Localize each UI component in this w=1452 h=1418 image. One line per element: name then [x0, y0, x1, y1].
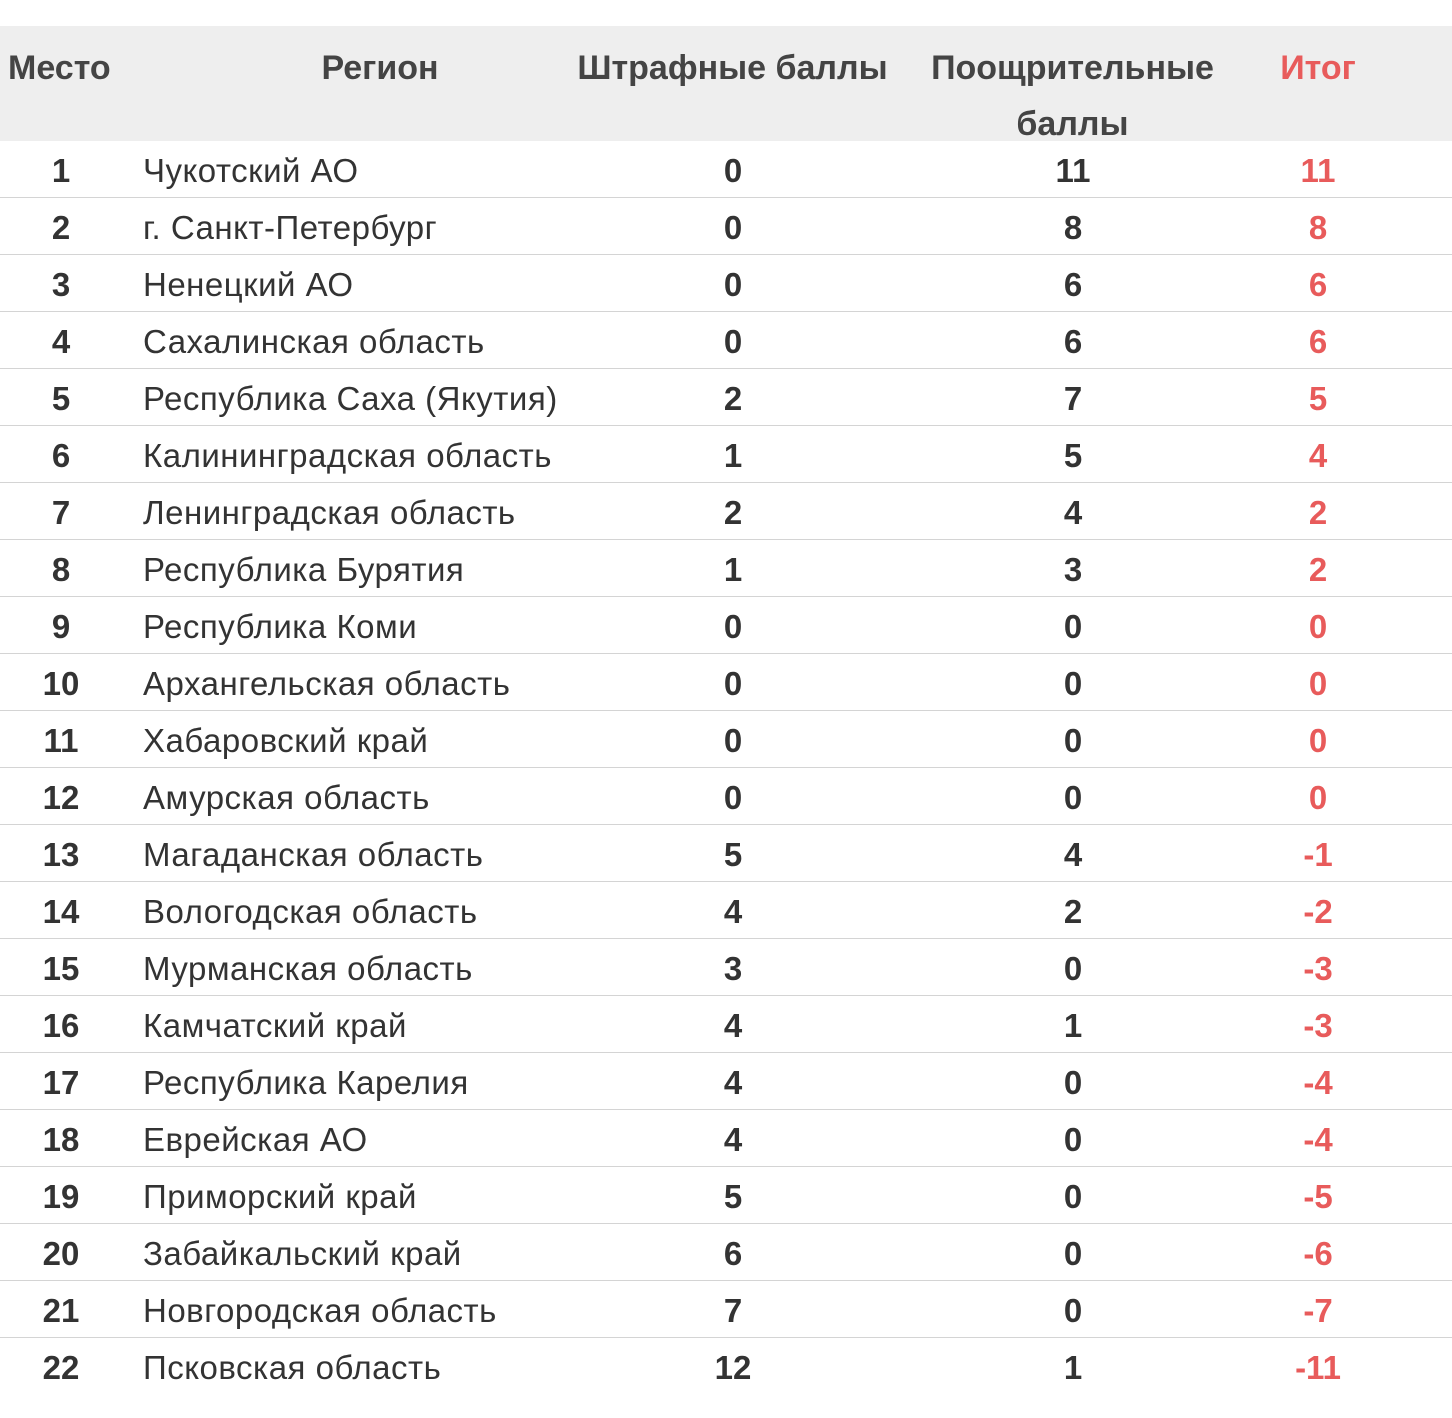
- cell-penalty: 0: [723, 209, 743, 246]
- cell-encouragement: 4: [1063, 494, 1083, 531]
- cell-penalty: 12: [714, 1349, 752, 1386]
- table-row: [0, 540, 1452, 597]
- table-row: [0, 825, 1452, 882]
- cell-total: -11: [1295, 1349, 1341, 1386]
- cell-region: Сахалинская область: [143, 323, 485, 360]
- cell-total: 5: [1308, 380, 1328, 417]
- table-row: [0, 1338, 1452, 1394]
- cell-encouragement: 0: [1063, 1292, 1083, 1329]
- cell-total: 0: [1308, 608, 1328, 645]
- cell-region: г. Санкт-Петербург: [143, 209, 438, 246]
- cell-encouragement: 0: [1063, 722, 1083, 759]
- header-penalty: Штрафные баллы: [577, 49, 888, 87]
- cell-place: 14: [42, 893, 80, 930]
- cell-encouragement: 0: [1063, 950, 1083, 987]
- cell-penalty: 0: [723, 722, 743, 759]
- cell-penalty: 3: [723, 950, 743, 987]
- cell-place: 20: [42, 1235, 80, 1272]
- cell-total: 4: [1308, 437, 1328, 474]
- cell-total: -5: [1303, 1178, 1333, 1215]
- cell-place: 2: [51, 209, 71, 246]
- cell-penalty: 7: [723, 1292, 743, 1329]
- table-row: [0, 426, 1452, 483]
- cell-region: Республика Карелия: [143, 1064, 469, 1101]
- cell-region: Псковская область: [143, 1349, 442, 1386]
- cell-total: 0: [1308, 665, 1328, 702]
- cell-region: Хабаровский край: [143, 722, 429, 759]
- cell-encouragement: 4: [1063, 836, 1083, 873]
- ranking-table: [0, 26, 1452, 1394]
- cell-encouragement: 7: [1063, 380, 1083, 417]
- cell-place: 22: [42, 1349, 80, 1386]
- cell-place: 21: [42, 1292, 80, 1329]
- table-row: [0, 882, 1452, 939]
- cell-encouragement: 1: [1063, 1007, 1083, 1044]
- cell-penalty: 4: [723, 1007, 743, 1044]
- cell-region: Еврейская АО: [143, 1121, 368, 1158]
- table-row: [0, 255, 1452, 312]
- cell-place: 1: [51, 152, 71, 189]
- cell-penalty: 2: [723, 380, 743, 417]
- cell-penalty: 0: [723, 152, 743, 189]
- cell-place: 11: [43, 722, 79, 759]
- cell-encouragement: 5: [1063, 437, 1083, 474]
- cell-penalty: 5: [723, 836, 743, 873]
- table-header: [0, 26, 1452, 141]
- cell-region: Камчатский край: [143, 1007, 407, 1044]
- cell-place: 9: [51, 608, 71, 645]
- cell-encouragement: 1: [1063, 1349, 1083, 1386]
- cell-place: 18: [42, 1121, 80, 1158]
- cell-place: 19: [42, 1178, 80, 1215]
- cell-total: -3: [1303, 1007, 1333, 1044]
- cell-encouragement: 2: [1063, 893, 1083, 930]
- cell-penalty: 0: [723, 665, 743, 702]
- cell-region: Архангельская область: [143, 665, 511, 702]
- cell-encouragement: 11: [1055, 152, 1091, 189]
- cell-total: -3: [1303, 950, 1333, 987]
- cell-encouragement: 0: [1063, 608, 1083, 645]
- cell-total: -4: [1303, 1121, 1333, 1158]
- cell-penalty: 2: [723, 494, 743, 531]
- cell-total: 0: [1308, 779, 1328, 816]
- cell-total: 8: [1308, 209, 1328, 246]
- cell-region: Приморский край: [143, 1178, 417, 1215]
- header-encouragement: Поощрительные баллы: [931, 49, 1214, 143]
- header-total: Итог: [1280, 49, 1356, 87]
- header-place: Место: [8, 49, 111, 87]
- cell-total: -6: [1303, 1235, 1333, 1272]
- table-row: [0, 1281, 1452, 1338]
- cell-region: Республика Коми: [143, 608, 418, 645]
- cell-place: 16: [42, 1007, 80, 1044]
- table-row: [0, 711, 1452, 768]
- cell-place: 6: [51, 437, 71, 474]
- cell-region: Ненецкий АО: [143, 266, 354, 303]
- cell-total: 2: [1308, 494, 1328, 531]
- cell-place: 8: [51, 551, 71, 588]
- cell-region: Калининградская область: [143, 437, 552, 474]
- table-row: [0, 369, 1452, 426]
- table-body: [0, 141, 1452, 1394]
- cell-penalty: 0: [723, 323, 743, 360]
- cell-region: Забайкальский край: [143, 1235, 462, 1272]
- table-row: [0, 996, 1452, 1053]
- table-row: [0, 141, 1452, 198]
- cell-place: 17: [42, 1064, 80, 1101]
- cell-region: Ленинградская область: [143, 494, 516, 531]
- cell-place: 4: [51, 323, 71, 360]
- cell-region: Магаданская область: [143, 836, 484, 873]
- cell-encouragement: 0: [1063, 1064, 1083, 1101]
- cell-region: Мурманская область: [143, 950, 473, 987]
- cell-penalty: 0: [723, 608, 743, 645]
- cell-region: Республика Бурятия: [143, 551, 465, 588]
- table-row: [0, 1167, 1452, 1224]
- cell-total: 11: [1300, 152, 1336, 189]
- table-row: [0, 1110, 1452, 1167]
- cell-encouragement: 3: [1063, 551, 1083, 588]
- cell-penalty: 1: [723, 437, 743, 474]
- cell-encouragement: 0: [1063, 1178, 1083, 1215]
- cell-place: 15: [42, 950, 80, 987]
- cell-region: Амурская область: [143, 779, 430, 816]
- table-row: [0, 1224, 1452, 1281]
- table-row: [0, 597, 1452, 654]
- cell-penalty: 5: [723, 1178, 743, 1215]
- cell-penalty: 4: [723, 1064, 743, 1101]
- cell-place: 7: [51, 494, 71, 531]
- table-row: [0, 654, 1452, 711]
- cell-total: -4: [1303, 1064, 1333, 1101]
- table-row: [0, 312, 1452, 369]
- cell-penalty: 6: [723, 1235, 743, 1272]
- cell-penalty: 0: [723, 779, 743, 816]
- cell-encouragement: 6: [1063, 266, 1083, 303]
- cell-total: 0: [1308, 722, 1328, 759]
- table-row: [0, 939, 1452, 996]
- cell-place: 12: [42, 779, 80, 816]
- cell-penalty: 4: [723, 893, 743, 930]
- cell-total: -7: [1303, 1292, 1333, 1329]
- cell-region: Чукотский АО: [143, 152, 359, 189]
- cell-total: 6: [1308, 266, 1328, 303]
- cell-region: Новгородская область: [143, 1292, 497, 1329]
- cell-encouragement: 6: [1063, 323, 1083, 360]
- cell-total: -1: [1303, 836, 1333, 873]
- cell-encouragement: 0: [1063, 665, 1083, 702]
- cell-penalty: 4: [723, 1121, 743, 1158]
- cell-encouragement: 0: [1063, 779, 1083, 816]
- cell-encouragement: 0: [1063, 1235, 1083, 1272]
- cell-region: Республика Саха (Якутия): [143, 380, 558, 417]
- table-row: [0, 1053, 1452, 1110]
- table-row: [0, 483, 1452, 540]
- cell-total: 6: [1308, 323, 1328, 360]
- cell-total: -2: [1303, 893, 1333, 930]
- cell-place: 3: [51, 266, 71, 303]
- cell-penalty: 1: [723, 551, 743, 588]
- table-row: [0, 768, 1452, 825]
- cell-encouragement: 8: [1063, 209, 1083, 246]
- cell-place: 13: [42, 836, 80, 873]
- cell-penalty: 0: [723, 266, 743, 303]
- table-row: [0, 198, 1452, 255]
- cell-place: 5: [51, 380, 71, 417]
- cell-encouragement: 0: [1063, 1121, 1083, 1158]
- cell-region: Вологодская область: [143, 893, 478, 930]
- cell-place: 10: [42, 665, 80, 702]
- header-region: Регион: [321, 49, 439, 87]
- cell-total: 2: [1308, 551, 1328, 588]
